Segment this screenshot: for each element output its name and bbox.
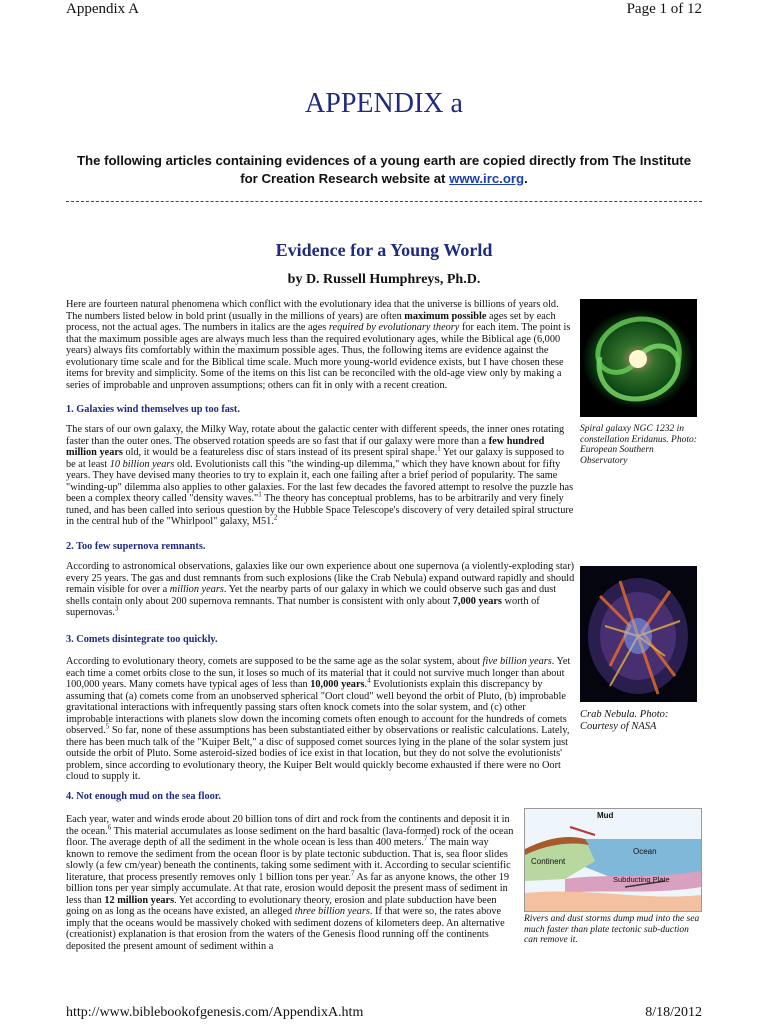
intro-end: . xyxy=(524,170,528,186)
spiral-galaxy-image xyxy=(580,299,697,417)
page-title: APPENDIX a xyxy=(305,88,463,119)
footer-url: http://www.biblebookofgenesis.com/AppendixA.htm xyxy=(66,1005,364,1020)
article-intro-paragraph: Here are fourteen natural phenomena which conflict with the evolutionary idea that the universe is billions of years old. The numbers listed below in bold print (usually in the millions of years) are often maximum possible ages set by each process, not the actual ages. The numbers in italics are the ages required by evolutionary theory for each item. The point is that the maximum possible ages are always much less than the required evolutionary ages, while the Biblical age (6,000 years) always fits comfortably within the maximum possible ages. Thus, the following items are evidence against the evolutionary time scale and for the Biblical time scale. Much more young-world evidence exists, but I have chosen these items for brevity and simplicity. Some of the items on this list can be reconciled with the old-age view only by making a series of improbable and unproven assumptions; others can fit in only with a recent creation. xyxy=(66,299,571,391)
page-header-right: Page 1 of 12 xyxy=(626,1,702,17)
intro-sentence: The following articles containing evidences of a young earth are copied directly from The Institute for Creation Research website at xyxy=(76,153,692,186)
page-header-left: Appendix A xyxy=(66,1,139,17)
section-4-paragraph: Each year, water and winds erode about 20 billion tons of dirt and rock from the continents and deposit it in the ocean.$^6$ This material accumulates as loose sediment on the hard basaltic (lava-formed) rock of the ocean floor. The average depth of all the sediment in the whole ocean is less than 400 meters.$^7$ The main way known to remove the sediment from the ocean floor is by plate tectonic subduction. That is, sea floor slides slowly (a few cm/year) beneath the continents, taking some sediment with it. According to secular scientific literature, that process presently removes only 1 billion tons per year.$^7$ As far as anyone knows, the other 19 billion tons per year simply accumulate. At that rate, erosion would deposit the present mass of sediment in less than 12 million years. Yet according to evolutionary theory, erosion and plate subduction have been going on as long as the oceans have existed, an alleged three billion years. If that were so, the rates above imply that the oceans would be massively choked with sediment dozens of kilometers deep. An alternative (creationist) explanation is that erosion from the waters of the Genesis flood running off the continents deposited the present amount of sediment within a xyxy=(66,814,514,952)
irc-link[interactable]: www.irc.org xyxy=(449,170,525,186)
section-1-paragraph: The stars of our own galaxy, the Milky Way, rotate about the galactic center with different speeds, the inner ones rotating faster than the outer ones. The observed rotation speeds are so fast that if our galaxy were more than a few hundred million years old, it would be a featureless disc of stars instead of its present spiral shape.$^1$ Yet our galaxy is supposed to be at least 10 billion years old. Evolutionists call this "the winding-up dilemma," which they have known about for fifty years. They have devised many theories to try to explain it, each one failing after a brief period of popularity. The same "winding-up" dilemma also applies to other galaxies. For the last few decades the favored attempt to resolve the puzzle has been a complex theory called "density waves."$^1$ The theory has conceptual problems, has to be arbitrarily and very finely tuned, and has been called into serious question by the Hubble Space Telescope's discovery of very detailed spiral structure in the central hub of the "Whirlpool" galaxy, M51.$^2$ xyxy=(66,424,574,527)
article-byline: by D. Russell Humphreys, Ph.D. xyxy=(287,272,481,287)
article-title: Evidence for a Young World xyxy=(275,240,493,260)
diagram-label-mud: Mud xyxy=(597,811,614,820)
crab-nebula-image xyxy=(580,566,697,702)
section-heading-1: 1. Galaxies wind themselves up too fast. xyxy=(66,404,240,415)
section-heading-3: 3. Comets disintegrate too quickly. xyxy=(66,634,218,645)
intro-text xyxy=(70,152,698,187)
section-heading-2: 2. Too few supernova remnants. xyxy=(66,541,206,552)
diagram-label-ocean: Ocean xyxy=(633,847,657,856)
divider xyxy=(66,201,702,202)
diagram-label-plate: Subducting Plate xyxy=(613,875,670,884)
section-3-paragraph-a: According to evolutionary theory, comets are supposed to be the same age as the solar system, about five billion years. Yet each time a comet orbits close to the sun, it loses so much of its material that it could not survive much longer than about 100,000 years. Many comets have typical ages of less than 10,000 years.$^4$ Evolutionists explain this discrepancy by assuming that (a) comets come from an unobserved spherical "Oort cloud" well beyond the orbit of Pluto, (b) improbable gravitational interactions with infrequently passing stars often knock comets into the solar system, and (c) other improbable interactions with planets slow down the incoming comets often enough to account for the hundreds of comets observed.$^5$ So far, none of these assumptions has been substantiated either by observations or realistic calculations. Lately, there has been much talk of the "Kuiper Belt," a disc of supposed comet sources lying in the plane of the solar system just outside the orbit of Pluto. Some asteroid-sized bodies of ice exist in that location, but they do not solve the evolutionists' problem, since according to evolutionary theory, the Kuiper Belt would quickly become exhausted if there were no Oort cloud to supply it. xyxy=(66,656,571,782)
sediment-diagram xyxy=(524,808,702,912)
crab-caption: Crab Nebula. Photo: Courtesy of NASA xyxy=(580,709,669,732)
section-2-paragraph: According to astronomical observations, galaxies like our own experience about one supernova (a violently-exploding star) every 25 years. The gas and dust remnants from such explosions (like the Crab Nebula) expand outward rapidly and should remain visible for over a million years. Yet the nearby parts of our galaxy in which we could observe such gas and dust shells contain only about 200 supernova remnants. That number is consistent with only about 7,000 years worth of supernovas.$^3$ xyxy=(66,561,575,618)
section-heading-4: 4. Not enough mud on the sea floor. xyxy=(66,791,221,802)
sediment-caption: Rivers and dust storms dump mud into the sea much faster than plate tectonic sub-duction can remove it. xyxy=(524,914,700,945)
galaxy-caption: Spiral galaxy NGC 1232 in constellation Eridanus. Photo: European Southern Observatory xyxy=(580,424,697,466)
diagram-label-continent: Continent xyxy=(531,857,566,866)
footer-date: 8/18/2012 xyxy=(645,1005,702,1020)
